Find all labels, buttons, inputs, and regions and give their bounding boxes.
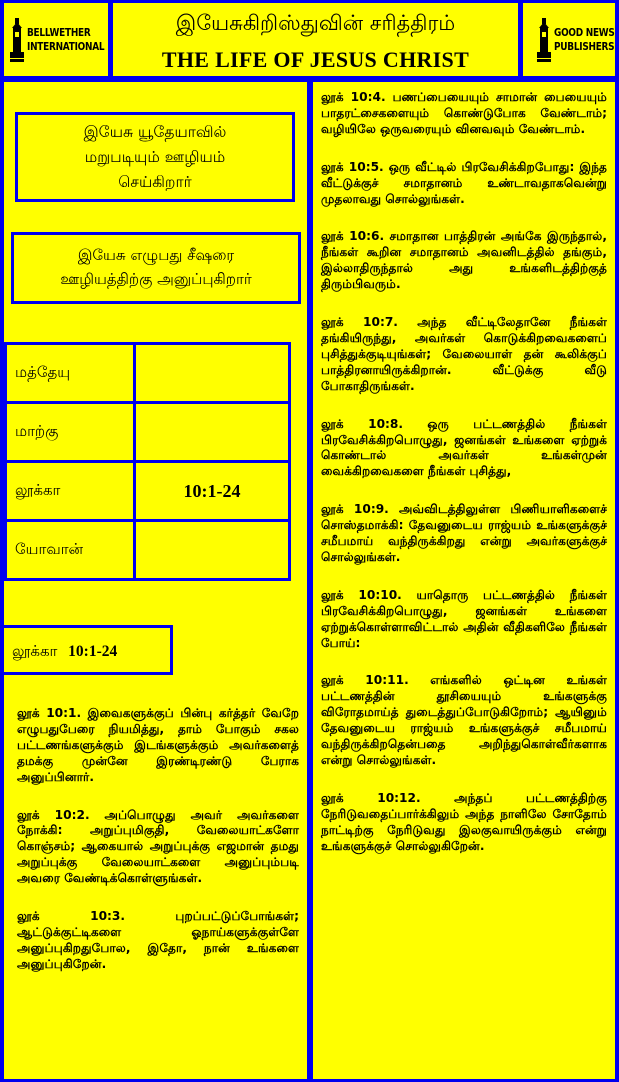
verse-paragraph: லூக் 10:7. அந்த வீட்டிலேதானே நீங்கள் தங்கியிருந்து, அவர்கள் கொடுக்கிறவைகளைப் புசித்துக்குடியுங்கள்; வேலையாள் தன் கூலிக்குப் பாத்திரனாயிருக்கிறான். வீட்டுக்கு வீடு போகாதிருங்கள். — [321, 315, 607, 393]
gospel-name-mark: மாற்கு — [6, 403, 135, 462]
logo-line2: INTERNATIONAL — [27, 40, 105, 53]
verse-paragraph: லூக் 10:5. ஒரு வீட்டில் பிரவேசிக்கிறபோது: இந்த வீட்டுக்குச் சமாதானம் உண்டாவதாகவென்று முதலாவது சொல்லுங்கள். — [321, 159, 607, 206]
topic-line: இயேசு யூதேயாவில் — [83, 123, 227, 141]
title-english: THE LIFE OF JESUS CHRIST — [161, 47, 470, 72]
verse-paragraph: லூக் 10:8. ஒரு பட்டணத்தில் நீங்கள் பிரவேசிக்கிறபொழுது, ஜனங்கள் உங்களை ஏற்றுக் கொண்டால் அவர்கள் உங்கள்முன் வைக்கிறவைகளை நீங்கள் புசித்து, — [321, 416, 607, 479]
topic-line: செய்கிறார் — [118, 173, 192, 191]
header-title-panel — [113, 3, 518, 76]
logo-line1: BELLWETHER — [27, 26, 91, 39]
gospel-ref-luke: 10:1-24 — [135, 462, 290, 521]
tower-icon — [537, 18, 551, 62]
verse-paragraph: லூக் 10:12. அந்தப் பட்டணத்திற்கு நேரிடுவதைப்பார்க்கிலும் அந்த நாளிலே சோதோம் நாட்டிற்கு நேரிடுவது இலகுவாயிருக்கும் என்று உங்களுக்குச் சொல்லுகிறேன். — [321, 790, 607, 853]
verse-paragraph: லூக் 10:2. அப்பொழுது அவர் அவர்களை நோக்கி: அறுப்புமிகுதி, வேலையாட்களோ கொஞ்சம்; ஆகையால் அறுப்புக்கு எஜமான் தமது அறுப்புக்கு வேலையாட்களை அனுப்பும்படி அவரை வேண்டிக்கொள்ளுங்கள். — [17, 807, 299, 886]
topic-line: மறுபடியும் ஊழியம் — [84, 148, 226, 166]
verse-paragraph: லூக் 10:1. இவைகளுக்குப் பின்பு கர்த்தர் வேறே எழுபதுபேரை நியமித்து, தாம் போகும் சகல பட்டணங்களுக்கும் இடங்களுக்கும் அவர்களைத் தமக்கு முன்னே இரண்டிரண்டு பேராக அனுப்பினார். — [17, 706, 299, 784]
topic-line: ஊழியத்திற்கு அனுப்புகிறார் — [60, 270, 252, 288]
passage-book: லூக்கா — [12, 642, 58, 660]
header-right-logo-panel — [523, 3, 615, 76]
gospel-ref-john — [135, 521, 290, 580]
left-column — [4, 82, 307, 1079]
table-row — [6, 403, 290, 462]
gospel-name-matthew: மத்தேயு — [6, 344, 135, 403]
table-row — [6, 462, 290, 521]
logo-line2: PUBLISHERS — [554, 40, 615, 53]
verse-paragraph: லூக் 10:9. அவ்விடத்திலுள்ள பிணியாளிகளைச் சொஸ்தமாக்கி: தேவனுடைய ராஜ்யம் உங்களுக்குச் சமீபமாய் வந்திருக்கிறது என்று அவர்களுக்குச் சொல்லுங்கள். — [321, 502, 607, 564]
verse-paragraph: லூக் 10:11. எங்களில் ஒட்டின உங்கள் பட்டணத்தின் தூசியையும் உங்களுக்கு விரோதமாய்த் துடைத்துப்போடுகிறோம்; ஆயினும் தேவனுடைய ராஜ்யம் உங்களுக்குச் சமீபமாய் வந்திருக்கிறதென்பதை அறிந்துகொள்வீர்களாக என்று சொல்லுங்கள். — [321, 673, 607, 767]
left-verse-list — [17, 706, 299, 995]
header-left-logo-panel — [4, 3, 108, 76]
gospel-reference-table — [4, 342, 291, 581]
topic-line: இயேசு எழுபது சீஷரை — [77, 246, 235, 264]
topic-box-seventy-sent — [11, 232, 301, 304]
gospel-name-luke: லூக்கா — [6, 462, 135, 521]
table-row — [6, 344, 290, 403]
verse-paragraph: லூக் 10:3. புறப்பட்டுப்போங்கள்; ஆட்டுக்குட்டிகளை ஓநாய்களுக்குள்ளே அனுப்புகிறதுபோல, இதோ, நான் உங்களை அனுப்புகிறேன். — [17, 909, 299, 971]
topic-box-judea-ministry — [15, 112, 295, 202]
verse-paragraph: லூக் 10:4. பணப்பையையும் சாமான் பையையும் பாதரட்சைகளையும் கொண்டுபோக வேண்டாம்; வழியிலே ஒருவரையும் வினவவும் வேண்டாம். — [321, 90, 607, 136]
table-row — [6, 521, 290, 580]
good-news-logo — [537, 11, 615, 68]
passage-heading — [4, 625, 173, 675]
right-verse-list — [321, 90, 607, 877]
bellwether-tower-icon — [10, 18, 24, 62]
passage-ref: 10:1-24 — [68, 643, 118, 660]
right-column — [313, 82, 615, 1079]
gospel-ref-mark — [135, 403, 290, 462]
gospel-ref-matthew — [135, 344, 290, 403]
gospel-name-john: யோவான் — [6, 521, 135, 580]
verse-paragraph: லூக் 10:10. யாதொரு பட்டணத்தில் நீங்கள் பிரவேசிக்கிறபொழுது, ஜனங்கள் உங்களை ஏற்றுக்கொள்ளாவிட்டால் அதின் வீதிகளிலே நீங்கள் போய்: — [321, 587, 607, 650]
verse-paragraph: லூக் 10:6. சமாதான பாத்திரன் அங்கே இருந்தால், நீங்கள் கூறின சமாதானம் அவனிடத்தில் தங்கும், இல்லாதிருந்தால் அது உங்களிடத்திற்குத் திரும்பிவரும். — [321, 229, 607, 292]
logo-line1: GOOD NEWS — [554, 26, 615, 39]
title-tamil: இயேசுகிறிஸ்துவின் சரித்திரம் — [175, 11, 456, 35]
bellwether-logo — [10, 11, 104, 68]
